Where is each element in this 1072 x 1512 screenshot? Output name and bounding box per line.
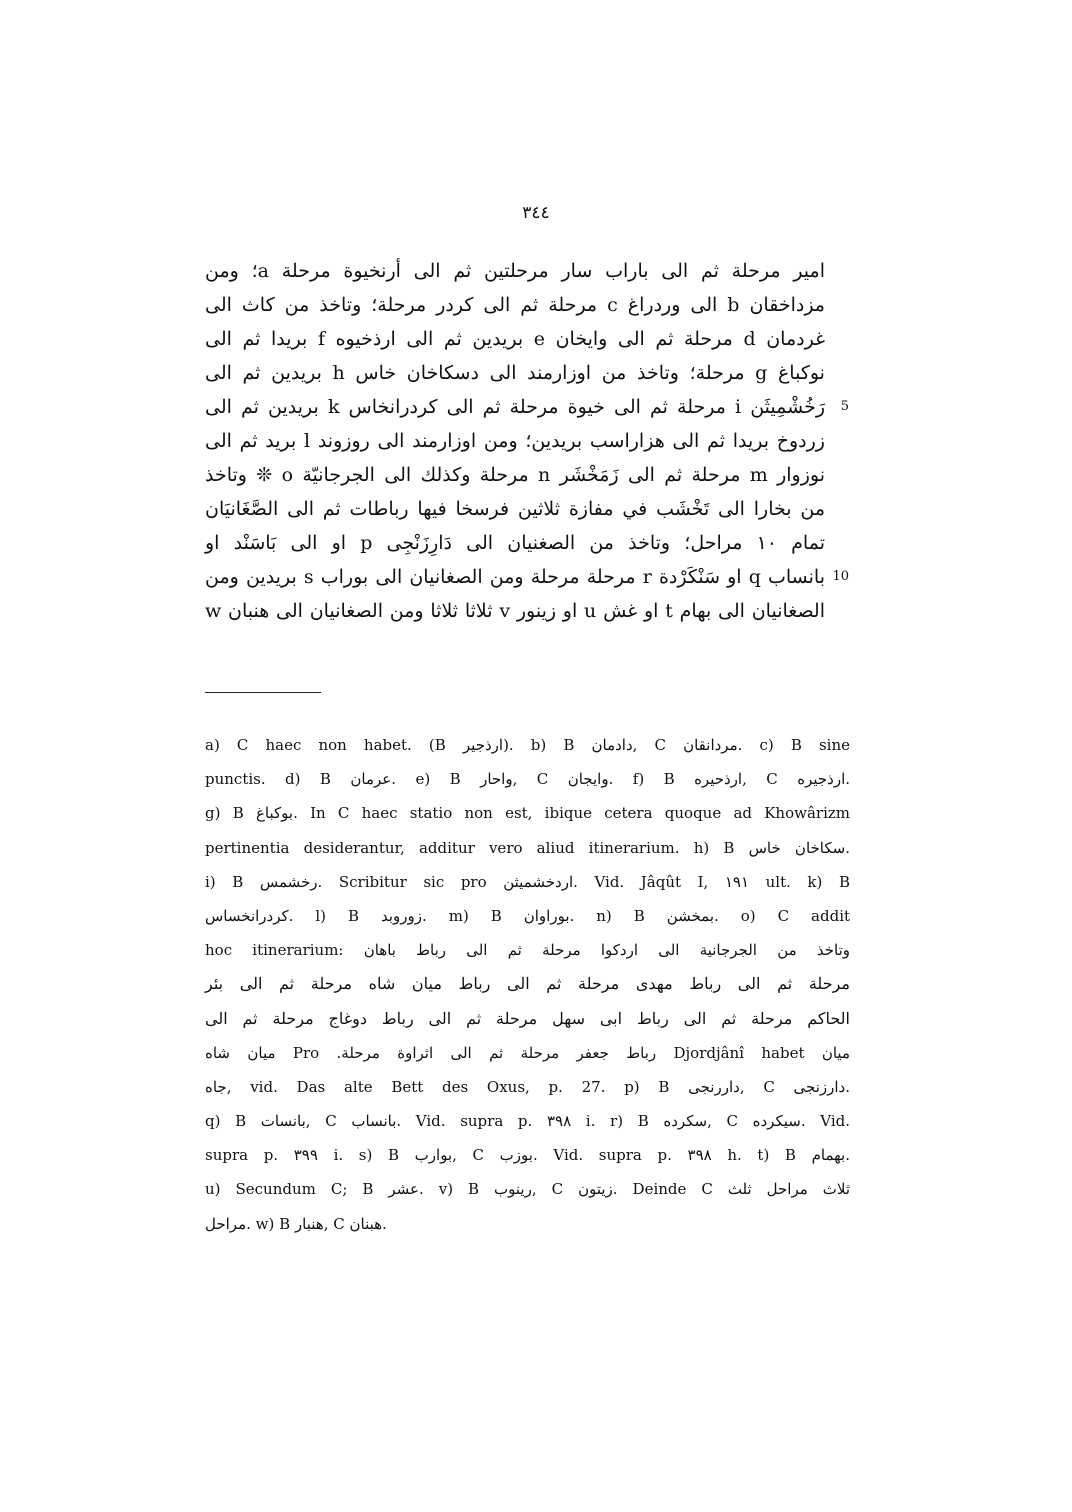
footnote-line: punctis. d) B عرمان. e) B واحار, C وايجان. f) B ارذحيره, C ارذجيره. xyxy=(205,770,851,789)
footnote-line: q) B بانسات, C بانساب. Vid. supra p. ٣٩٨ i. r) B سكرده, C سيكرده. Vid. xyxy=(205,1112,851,1131)
text-line-content: زردوخ بريدا ثم الى هزاراسب بريدين؛ ومن اوزارمند الى روزوند l بريد ثم الى xyxy=(205,430,825,452)
main-text-block xyxy=(205,254,849,628)
text-line-content: تمام ١٠ مراحل؛ وتاخذ من الصغنيان الى دَارِزَنْجِى p او الى بَاسَنْد او xyxy=(205,532,825,554)
text-line-content: غردمان d مرحلة ثم الى وايخان e بريدين ثم الى ارذخيوه f بريدا ثم الى xyxy=(205,328,826,350)
text-line xyxy=(205,526,825,560)
text-line-content: مزداخقان b الى وردراغ c مرحلة ثم الى كردر مرحلة؛ وتاخذ من كاث الى xyxy=(205,294,825,316)
footnotes-block xyxy=(205,728,850,1241)
line-number: 10 xyxy=(832,569,849,584)
footnote-line: g) B بوكباغ. In C haec statio non est, ibique cetera quoque ad Khowârizm xyxy=(205,804,851,823)
footnote-separator xyxy=(205,692,321,693)
footnote-line: مرحلة ثم الى رباط مهدى مرحلة ثم الى رباط ميان شاه مرحلة ثم الى بئر xyxy=(205,974,850,994)
footnote-line: hoc itinerarium: وتاخذ من الجرجانية الى اردكوا مرحلة ثم الى رباط باهان xyxy=(205,941,850,960)
text-line xyxy=(205,322,825,356)
footnote-line: i) B رخشمس. Scribitur sic pro اردخشميثن. Vid. Jâqût I, ١٩١ ult. k) B xyxy=(205,872,850,891)
text-line-content: رَخُشْمِيثَن i مرحلة ثم الى خيوة مرحلة ثم الى كردرانخاس k بريدين ثم الى xyxy=(205,396,825,418)
page-number: ٣٤٤ xyxy=(522,203,550,223)
text-line xyxy=(205,560,849,594)
text-line xyxy=(205,458,825,492)
footnote-line: الحاكم مرحلة ثم الى رباط ابى سهل مرحلة ثم الى رباط دوغاج مرحلة ثم الى xyxy=(205,1008,851,1028)
text-line xyxy=(205,424,825,458)
footnote-line: u) Secundum C; B عشر. v) B رينوب, C زيتون. Deinde C ثلاث مراحل ثلث xyxy=(205,1180,851,1199)
footnote-line: pertinentia desiderantur, additur vero aliud itinerarium. h) B سكاخان خاس. xyxy=(205,838,850,857)
text-line-content: الصغانيان الى بهام t او غش u او زينور v ثلاثا ثلاثا ومن الصغانيان الى هنبان w xyxy=(205,600,825,622)
text-line xyxy=(205,356,825,390)
footnote-line: ميان شاه Pro .رباط جعفر مرحلة ثم الى اثراوة مرحلة Djordjânî habet ميان xyxy=(205,1043,850,1062)
footnote-line: جاه, vid. Das alte Bett des Oxus, p. 27. p) B داررنجى, C دارزنجى. xyxy=(205,1077,851,1096)
text-line xyxy=(205,594,825,628)
text-line-content: نوكباغ g مرحلة؛ وتاخذ من اوزارمند الى دسكاخان خاس h بريدين ثم الى xyxy=(205,362,825,384)
footnote-line: كردرانخساس. l) B زوروبد. m) B بوراوان. n) B بمخشن. o) C addit xyxy=(205,906,851,925)
text-line xyxy=(205,492,825,526)
footnote-line: مراحل. w) B هنبار, C هبنان. xyxy=(205,1214,387,1233)
text-line-content: من بخارا الى تَخْشَب في مفازة ثلاثين فرسخا فيها رباطات ثم الى الصَّغَانيَان xyxy=(205,498,825,520)
text-line xyxy=(205,390,849,424)
line-number: 5 xyxy=(840,399,849,414)
text-line xyxy=(205,254,825,288)
text-line-content: بانساب q او سَنْكَرْدة r مرحلة مرحلة ومن الصغانيان الى بوراب s بريدين ومن xyxy=(205,566,825,588)
text-line-content: نوزوار m مرحلة ثم الى زَمَخْشَر n مرحلة وكذلك الى الجرجانيّة o ❊ وتاخذ xyxy=(205,464,825,486)
footnote-line: a) C haec non habet. (B ارذجير). b) B دادمان, C مردانقان. c) B sine xyxy=(205,736,850,754)
footnote-line: supra p. ٣٩٩ i. s) B بوارب, C بوزب. Vid. supra p. ٣٩٨ h. t) B بهمام. xyxy=(205,1146,851,1165)
text-line xyxy=(205,288,825,322)
text-line-content: امير مرحلة ثم الى باراب سار مرحلتين ثم الى أرنخيوة مرحلة a؛ ومن xyxy=(205,260,825,282)
